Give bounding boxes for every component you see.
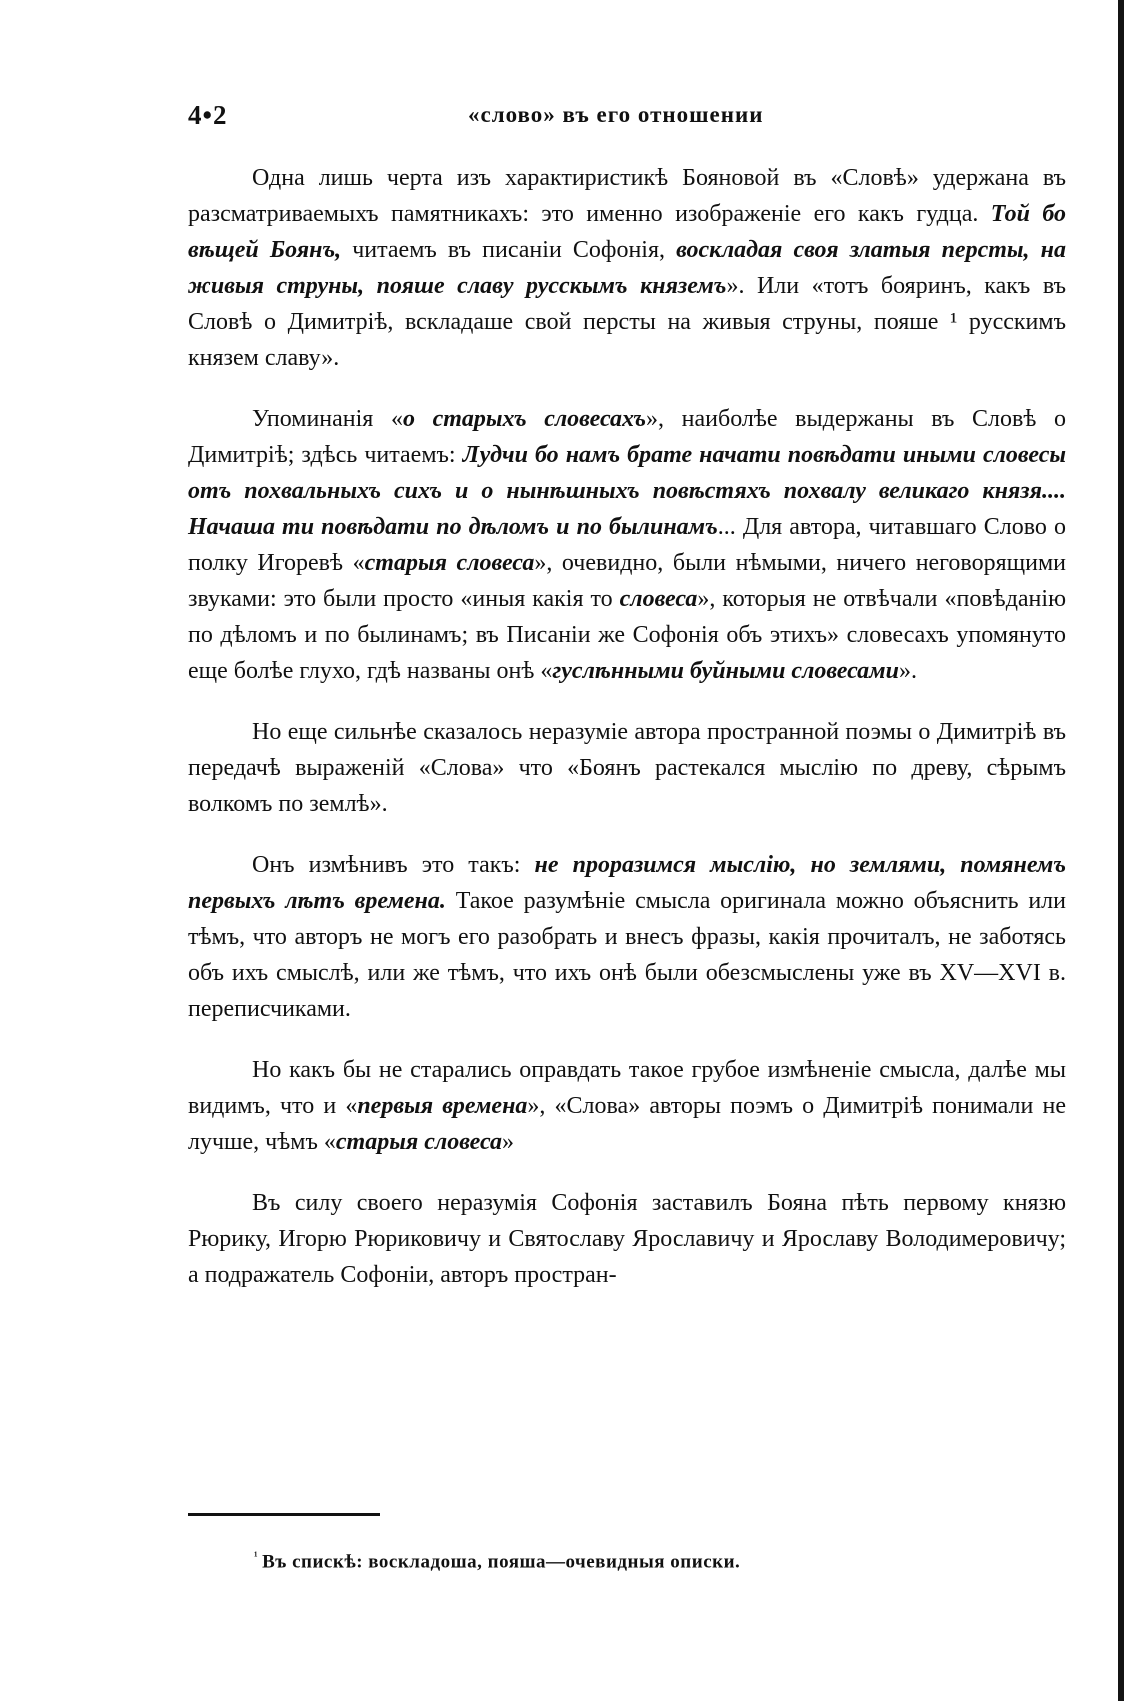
text-run: », очевидно, были нѣмыми, ничего неговорящими звуками: это были просто «иныя какія то: [188, 550, 1066, 612]
italic-quote: Лудчи бо намъ брате начати повѣдати иными словесы отъ похвальныхъ сихъ и о нынѣшныхъ повѣстяхъ похвалу великаго князя.... Начаша ти повѣдати по дѣломъ и по былинамъ: [188, 442, 1067, 540]
text-run: Такое разумѣніе смысла оригинала можно объяснить или тѣмъ, что авторъ не могъ его разобрать и внесъ фразы, какія прочиталъ, не заботясь объ ихъ смыслѣ, или же тѣмъ, что ихъ онѣ были обезсмыслены уже въ XV—XVI в. переписчиками.: [188, 888, 1066, 1022]
paragraph-3: [188, 714, 1066, 822]
italic-quote: старыя словеса: [364, 550, 535, 576]
italic-quote: воскладая своя златыя персты, на живыя струны, пояше славу русскымъ княземъ: [188, 237, 1066, 299]
text-run: читаемъ въ писаніи Софонія,: [341, 237, 677, 263]
text-run: Но еще сильнѣе сказалось неразуміе автора пространной поэмы о Димитріѣ въ передачѣ выраженій «Слова» что «Боянъ растекался мыслію по древу, сѣрымъ волкомъ по землѣ».: [188, 719, 1066, 817]
text-run: »: [502, 1129, 514, 1155]
italic-quote: Той бо вѣщей Боянъ,: [188, 201, 1066, 263]
text-run: », наиболѣе выдержаны въ Словѣ о Димитріѣ; здѣсь читаемъ:: [188, 406, 1066, 468]
text-run: Онъ измѣнивъ это такъ:: [252, 852, 535, 878]
paragraph-4: [188, 847, 1066, 1027]
italic-quote: первыя времена: [357, 1093, 528, 1119]
text-run: », которыя не отвѣчали «повѣданію по дѣломъ и по былинамъ; въ Писаніи же Софонія объ этихъ» словесахъ упомянуто еще болѣе глухо, гдѣ названы онѣ «: [188, 586, 1067, 684]
text-run: Въ силу своего неразумія Софонія заставилъ Бояна пѣть первому князю Рюрику, Игорю Рюриковичу и Святославу Ярославичу и Ярославу Володимеровичу; а подражатель Софоніи, авторъ простран-: [188, 1190, 1066, 1288]
paragraph-1: [188, 160, 1066, 376]
footnote-divider: [188, 1513, 380, 1516]
paragraph-5: [188, 1052, 1066, 1160]
footnote-text: Въ спискѣ: воскладоша, пояша—очевидныя описки.: [262, 1551, 741, 1573]
text-run: Но какъ бы не старались оправдать такое грубое измѣненіе смысла, далѣе мы видимъ, что и «: [188, 1057, 1066, 1119]
footnote: [254, 1549, 1034, 1573]
paragraph-6: [188, 1185, 1066, 1293]
italic-quote: не проразимся мыслію, но землями, помянемъ первыхъ лѣтъ времена.: [188, 852, 1066, 914]
scan-page-edge: [1118, 0, 1124, 1701]
italic-quote: старыя словеса: [335, 1129, 502, 1155]
page-header: [188, 100, 1068, 134]
text-run: Одна лишь черта изъ характиристикѣ Бояновой въ «Словѣ» удержана въ разсматриваемыхъ памятникахъ: это именно изображеніе его какъ гудца.: [188, 165, 1066, 227]
text-run: ... Для автора, читавшаго Слово о полку Игоревѣ «: [188, 514, 1066, 576]
running-title: «слово» въ его отношении: [468, 102, 764, 127]
text-run: Упоминанія «: [252, 406, 403, 432]
text-run: ». Или «тотъ бояринъ, какъ въ Словѣ о Димитріѣ, вскладаше свой персты на живыя струны, пояше ¹ русскимъ князем славу».: [188, 273, 1066, 371]
page-number: 4•2: [188, 100, 228, 130]
text-run: », «Слова» авторы поэмъ о Димитріѣ понимали не лучше, чѣмъ «: [188, 1093, 1066, 1155]
italic-quote: словеса: [619, 586, 698, 612]
body-text: [188, 160, 1066, 1318]
italic-quote: гуслѣнными буйными словесами: [552, 658, 899, 684]
paragraph-2: [188, 401, 1066, 689]
text-run: ».: [898, 658, 917, 684]
italic-quote: о старыхъ словесахъ: [402, 406, 647, 432]
footnote-marker: ¹: [254, 1549, 259, 1563]
